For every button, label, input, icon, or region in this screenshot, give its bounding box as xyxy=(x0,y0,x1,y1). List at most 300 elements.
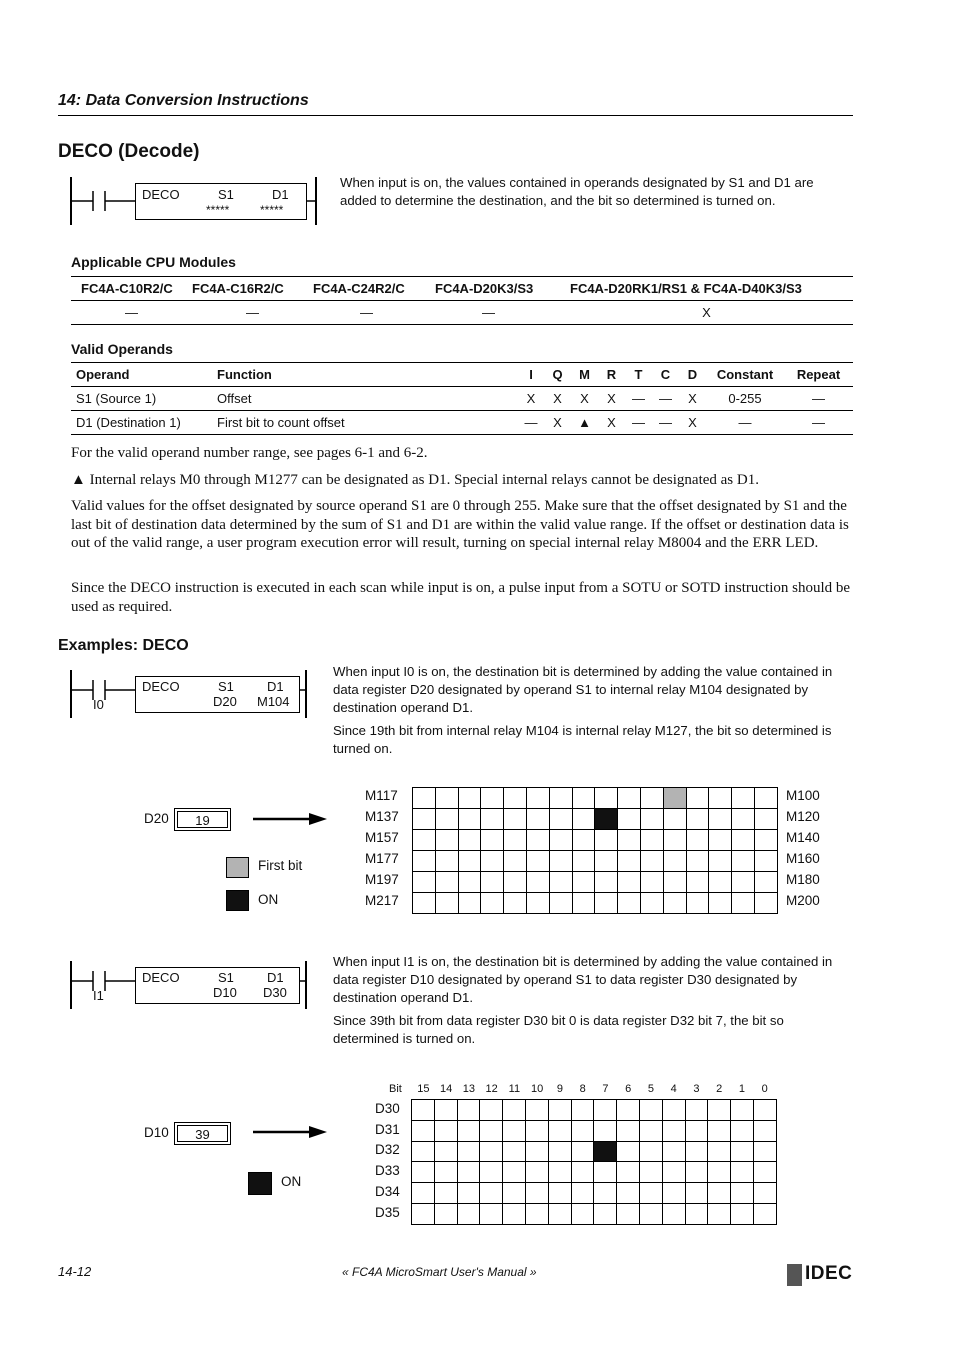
bit-cell xyxy=(754,1162,777,1183)
row-label: M160 xyxy=(786,851,820,866)
instr-name: DECO xyxy=(142,679,180,694)
bit-cell xyxy=(663,1142,686,1163)
bit-cell xyxy=(754,1204,777,1225)
bit-cell xyxy=(481,872,504,893)
symbol-description: When input is on, the values contained in operands designated by S1 and D1 are added to determine the destination, and the bit so determined is turned on. xyxy=(340,175,814,208)
deco-instruction-box xyxy=(135,967,300,1004)
bit-cell xyxy=(527,851,550,872)
example1-description: When input I0 is on, the destination bit is determined by adding the value contained in data register D20 designated by operand S1 to internal relay M104 designated by destination operand D1. xyxy=(333,664,833,715)
bit-cell xyxy=(504,851,527,872)
bit-cell xyxy=(731,1121,754,1142)
cpu-value: X xyxy=(702,305,711,320)
table-row xyxy=(71,387,853,411)
bit-cell xyxy=(664,851,687,872)
d1-label: D1 xyxy=(272,187,289,202)
bit-cell xyxy=(412,1204,435,1225)
bit-cell xyxy=(732,788,755,809)
bit-cell xyxy=(526,1142,549,1163)
bit-grid-d xyxy=(411,1099,777,1225)
bit-cell xyxy=(595,809,618,830)
note-internal-relays: ▲ Internal relays M0 through M1277 can be designated as D1. Special internal relays cannot be designated as D1. xyxy=(71,472,759,488)
register-label: D10 xyxy=(144,1125,169,1140)
bit-cell xyxy=(549,1121,572,1142)
bit-cell xyxy=(641,872,664,893)
s1-value: D20 xyxy=(213,694,237,709)
bit-cell xyxy=(527,872,550,893)
bit-cell xyxy=(436,788,459,809)
bit-cell xyxy=(436,830,459,851)
row-label: M120 xyxy=(786,809,820,824)
bit-cell xyxy=(572,1121,595,1142)
bit-cell xyxy=(412,1183,435,1204)
cpu-header-row xyxy=(71,277,853,301)
bit-cell xyxy=(481,830,504,851)
bit-cell xyxy=(550,788,573,809)
s1-label: S1 xyxy=(218,187,234,202)
bit-cell xyxy=(459,893,482,914)
on-swatch xyxy=(248,1172,272,1195)
bit-cell xyxy=(595,851,618,872)
bit-cell xyxy=(641,893,664,914)
op-col: M xyxy=(579,367,590,382)
bit-number: 10 xyxy=(531,1083,544,1095)
register-box xyxy=(174,808,231,831)
legend-first-bit: First bit xyxy=(258,858,303,873)
bit-cell xyxy=(731,1100,754,1121)
bit-cell xyxy=(480,1142,503,1163)
bit-cell xyxy=(572,1162,595,1183)
bit-cell xyxy=(732,809,755,830)
bit-cell xyxy=(436,809,459,830)
bit-cell xyxy=(594,1162,617,1183)
bit-cell xyxy=(595,893,618,914)
op-col: Repeat xyxy=(796,367,841,382)
cpu-heading: Applicable CPU Modules xyxy=(71,254,236,270)
row-label: D30 xyxy=(375,1101,400,1116)
bit-cell xyxy=(594,1183,617,1204)
bit-cell xyxy=(413,851,436,872)
example2-description: When input I1 is on, the destination bit is determined by adding the value contained in data register D10 designated by operand S1 to data register D30 designated by destination operand D1. xyxy=(333,954,833,1005)
bit-cell xyxy=(755,851,778,872)
bit-cell xyxy=(435,1183,458,1204)
bit-cell xyxy=(687,872,710,893)
bit-cell xyxy=(436,872,459,893)
op-cell: X xyxy=(553,415,562,430)
row-label: D34 xyxy=(375,1184,400,1199)
bit-cell xyxy=(709,893,732,914)
bit-number: 6 xyxy=(625,1083,632,1095)
bit-cell xyxy=(754,1183,777,1204)
op-cell: — xyxy=(632,415,645,430)
cpu-value: — xyxy=(360,305,373,320)
bit-cell xyxy=(573,851,596,872)
cpu-value: — xyxy=(482,305,495,320)
row-label: M200 xyxy=(786,893,820,908)
cpu-col: FC4A-D20RK1/RS1 & FC4A-D40K3/S3 xyxy=(570,281,802,296)
bit-cell xyxy=(732,893,755,914)
bit-cell xyxy=(412,1142,435,1163)
bit-cell xyxy=(617,1162,640,1183)
bit-cell xyxy=(641,830,664,851)
bit-cell xyxy=(527,809,550,830)
bit-cell xyxy=(458,1183,481,1204)
bit-cell xyxy=(595,788,618,809)
bit-cell xyxy=(550,893,573,914)
op-cell: D1 (Destination 1) xyxy=(76,415,181,430)
bit-cell xyxy=(617,1142,640,1163)
bit-cell xyxy=(663,1162,686,1183)
s1-value: ***** xyxy=(206,203,230,217)
bit-cell xyxy=(664,830,687,851)
bit-cell xyxy=(458,1162,481,1183)
bit-cell xyxy=(708,1142,731,1163)
note-pulse-input: Since the DECO instruction is executed in each scan while input is on, a pulse input from a SOTU or SOTD instruction should be used as required. xyxy=(71,580,851,615)
bit-cell xyxy=(435,1142,458,1163)
cpu-col: FC4A-C16R2/C xyxy=(192,281,284,296)
bit-cell xyxy=(641,788,664,809)
bit-cell xyxy=(594,1204,617,1225)
input-label: I0 xyxy=(93,697,104,712)
bit-cell xyxy=(640,1183,663,1204)
bit-cell xyxy=(481,893,504,914)
bit-cell xyxy=(504,788,527,809)
row-label: M157 xyxy=(365,830,399,845)
bit-cell xyxy=(617,1121,640,1142)
bit-cell xyxy=(572,1204,595,1225)
operands-heading: Valid Operands xyxy=(71,341,173,357)
bit-cell xyxy=(617,1204,640,1225)
bit-cell xyxy=(617,1100,640,1121)
bit-cell xyxy=(708,1183,731,1204)
bit-cell xyxy=(480,1121,503,1142)
row-label: M117 xyxy=(365,788,398,803)
bit-cell xyxy=(504,830,527,851)
cpu-value: — xyxy=(125,305,138,320)
bit-cell xyxy=(594,1121,617,1142)
bit-number: 5 xyxy=(647,1083,654,1095)
op-cell: X xyxy=(607,391,616,406)
d1-value: M104 xyxy=(257,694,290,709)
cpu-value-row xyxy=(71,301,853,325)
example1-result: Since 19th bit from internal relay M104 is internal relay M127, the bit so determined is turned on. xyxy=(333,723,832,756)
row-label: D32 xyxy=(375,1142,400,1157)
op-col: Q xyxy=(552,367,563,382)
legend-on: ON xyxy=(258,892,279,907)
bit-cell xyxy=(754,1142,777,1163)
bit-cell xyxy=(686,1183,709,1204)
op-col: R xyxy=(606,367,617,382)
bit-cell xyxy=(459,830,482,851)
register-label: D20 xyxy=(144,811,169,826)
op-col: Operand xyxy=(76,367,130,382)
op-cell: X xyxy=(688,415,697,430)
s1-label: S1 xyxy=(218,679,234,694)
bit-cell xyxy=(709,872,732,893)
bit-cell xyxy=(664,893,687,914)
bit-cell xyxy=(755,872,778,893)
op-cell: X xyxy=(526,391,536,406)
bit-cell xyxy=(413,872,436,893)
bit-cell xyxy=(573,872,596,893)
bit-cell xyxy=(686,1142,709,1163)
bit-cell xyxy=(732,830,755,851)
row-label: M217 xyxy=(365,893,399,908)
bit-cell xyxy=(755,788,778,809)
d1-value: ***** xyxy=(260,203,284,217)
bit-cell xyxy=(663,1183,686,1204)
bit-cell xyxy=(686,1162,709,1183)
chapter-header: 14: Data Conversion Instructions xyxy=(58,92,309,109)
bit-cell xyxy=(686,1100,709,1121)
op-cell: — xyxy=(632,391,645,406)
bit-cell xyxy=(686,1204,709,1225)
bit-cell xyxy=(549,1183,572,1204)
bit-cell xyxy=(480,1204,503,1225)
on-swatch xyxy=(226,890,249,911)
bit-cell xyxy=(618,893,641,914)
bit-cell xyxy=(755,830,778,851)
note-range: For the valid operand number range, see pages 6-1 and 6-2. xyxy=(71,445,428,461)
bit-cell xyxy=(503,1121,526,1142)
bit-cell xyxy=(573,893,596,914)
deco-instruction-box xyxy=(135,183,307,220)
bit-cell xyxy=(481,788,504,809)
bit-cell xyxy=(708,1162,731,1183)
bit-cell xyxy=(640,1142,663,1163)
bit-number: 2 xyxy=(716,1083,723,1095)
op-cell: Offset xyxy=(217,391,252,406)
bit-cell xyxy=(641,809,664,830)
bit-cell xyxy=(731,1142,754,1163)
bit-cell xyxy=(640,1121,663,1142)
cpu-value: — xyxy=(246,305,259,320)
row-label: M140 xyxy=(786,830,820,845)
bit-cell xyxy=(527,830,550,851)
op-cell: — xyxy=(812,391,825,406)
bit-cell xyxy=(526,1162,549,1183)
header-rule xyxy=(58,115,853,116)
row-label: D33 xyxy=(375,1163,400,1178)
row-label: M137 xyxy=(365,809,399,824)
row-label: M100 xyxy=(786,788,820,803)
bit-cell xyxy=(503,1183,526,1204)
bit-cell xyxy=(458,1100,481,1121)
bit-cell xyxy=(550,809,573,830)
bit-cell xyxy=(664,788,687,809)
bit-cell xyxy=(412,1121,435,1142)
bit-cell xyxy=(687,851,710,872)
bit-cell xyxy=(754,1100,777,1121)
cpu-col: FC4A-C10R2/C xyxy=(81,281,173,296)
op-col: Function xyxy=(217,367,272,382)
bit-number: 1 xyxy=(738,1083,745,1095)
bit-cell xyxy=(413,788,436,809)
s1-label: S1 xyxy=(218,970,234,985)
bit-cell xyxy=(504,872,527,893)
bit-cell xyxy=(459,788,482,809)
deco-instruction-box xyxy=(135,676,300,713)
bit-cell xyxy=(526,1204,549,1225)
bit-cell xyxy=(459,851,482,872)
bit-cell xyxy=(459,809,482,830)
page-title: DECO (Decode) xyxy=(58,141,200,162)
bit-cell xyxy=(572,1183,595,1204)
op-cell: — xyxy=(524,415,538,430)
bit-cell xyxy=(708,1121,731,1142)
bit-cell xyxy=(435,1121,458,1142)
instr-name: DECO xyxy=(142,970,180,985)
bit-cell xyxy=(663,1204,686,1225)
examples-heading: Examples: DECO xyxy=(58,637,189,654)
bit-cell xyxy=(663,1100,686,1121)
bit-cell xyxy=(687,893,710,914)
bit-cell xyxy=(686,1121,709,1142)
bit-cell xyxy=(458,1121,481,1142)
bit-cell xyxy=(709,830,732,851)
op-cell: X xyxy=(580,391,589,406)
bit-number: 15 xyxy=(417,1083,430,1095)
cpu-col: FC4A-C24R2/C xyxy=(313,281,405,296)
bit-cell xyxy=(618,851,641,872)
bit-cell xyxy=(732,851,755,872)
bit-cell xyxy=(527,788,550,809)
cpu-col: FC4A-D20K3/S3 xyxy=(435,281,534,296)
row-label: M180 xyxy=(786,872,820,887)
bit-cell xyxy=(480,1100,503,1121)
bit-cell xyxy=(549,1204,572,1225)
op-cell: — xyxy=(738,415,752,430)
bit-number: 0 xyxy=(761,1083,768,1095)
bit-cell xyxy=(458,1204,481,1225)
bit-cell xyxy=(549,1100,572,1121)
bit-cell xyxy=(594,1100,617,1121)
bit-cell xyxy=(481,851,504,872)
note-valid-values: Valid values for the offset designated by source operand S1 are 0 through 255. Make sure that the offset designated by S1 and the last bit of destination data determined by the sum of S1 and D1 are within the valid value range. If the offset or destination data is out of the valid range, a user program execution error will result, turning on special internal relay M8004 and the ERR LED. xyxy=(71,498,849,551)
bit-cell xyxy=(572,1142,595,1163)
bit-cell xyxy=(618,788,641,809)
bit-number: 11 xyxy=(508,1083,521,1095)
bit-cell xyxy=(504,809,527,830)
bit-cell xyxy=(527,893,550,914)
op-cell: First bit to count offset xyxy=(217,415,345,430)
bit-cell xyxy=(550,830,573,851)
cpu-table xyxy=(71,276,853,325)
bit-cell xyxy=(709,788,732,809)
op-cell: 0-255 xyxy=(728,391,762,406)
bit-cell xyxy=(641,851,664,872)
bit-cell xyxy=(731,1183,754,1204)
bit-cell xyxy=(754,1121,777,1142)
bit-cell xyxy=(413,893,436,914)
logo-text: IDEC xyxy=(805,1263,853,1284)
op-cell: ▲ xyxy=(578,415,591,430)
bit-numbers xyxy=(412,1083,776,1095)
bit-cell xyxy=(549,1162,572,1183)
s1-value: D10 xyxy=(213,985,237,1000)
bit-cell xyxy=(412,1100,435,1121)
bit-cell xyxy=(459,872,482,893)
bit-cell xyxy=(503,1162,526,1183)
first-bit-swatch xyxy=(226,857,249,878)
bit-cell xyxy=(731,1204,754,1225)
bit-cell xyxy=(640,1162,663,1183)
bit-cell xyxy=(755,893,778,914)
bit-cell xyxy=(618,809,641,830)
bit-cell xyxy=(573,809,596,830)
row-label: M197 xyxy=(365,872,399,887)
idec-logo xyxy=(787,1263,853,1287)
bit-cell xyxy=(664,809,687,830)
input-label: I1 xyxy=(93,988,104,1003)
bit-cell xyxy=(550,872,573,893)
bit-cell xyxy=(550,851,573,872)
bit-cell xyxy=(412,1162,435,1183)
bit-cell xyxy=(526,1100,549,1121)
bit-cell xyxy=(458,1142,481,1163)
bit-cell xyxy=(709,851,732,872)
bit-number: 14 xyxy=(440,1083,453,1095)
bit-cell xyxy=(731,1162,754,1183)
bit-cell xyxy=(526,1183,549,1204)
op-cell: X xyxy=(553,391,562,406)
d1-value: D30 xyxy=(263,985,287,1000)
arrow-icon xyxy=(253,1125,328,1139)
op-cell: — xyxy=(812,415,825,430)
bit-cell xyxy=(436,893,459,914)
instr-name: DECO xyxy=(142,187,180,202)
op-col: T xyxy=(634,367,643,382)
bit-cell xyxy=(480,1183,503,1204)
bit-cell xyxy=(573,830,596,851)
bit-number: 4 xyxy=(670,1083,677,1095)
op-cell: — xyxy=(659,415,672,430)
row-label: D31 xyxy=(375,1122,400,1137)
bit-cell xyxy=(708,1204,731,1225)
bit-cell xyxy=(755,809,778,830)
bit-cell xyxy=(687,830,710,851)
bit-cell xyxy=(549,1142,572,1163)
bit-number: 7 xyxy=(602,1083,609,1095)
bit-cell xyxy=(435,1162,458,1183)
bit-cell xyxy=(732,872,755,893)
bit-number: 3 xyxy=(693,1083,700,1095)
op-col: D xyxy=(687,367,698,382)
bit-cell xyxy=(664,872,687,893)
bit-cell xyxy=(503,1142,526,1163)
operands-table xyxy=(71,362,853,435)
bit-cell xyxy=(503,1204,526,1225)
bit-cell xyxy=(481,809,504,830)
bit-cell xyxy=(640,1100,663,1121)
bit-cell xyxy=(435,1100,458,1121)
register-box xyxy=(174,1122,231,1145)
bit-cell xyxy=(526,1121,549,1142)
bit-cell xyxy=(573,788,596,809)
bit-cell xyxy=(503,1100,526,1121)
bit-cell xyxy=(572,1100,595,1121)
bit-number: 8 xyxy=(579,1083,586,1095)
op-cell: X xyxy=(607,415,616,430)
bit-cell xyxy=(640,1204,663,1225)
op-col: C xyxy=(660,367,671,382)
bit-cell xyxy=(617,1183,640,1204)
bit-number: 13 xyxy=(462,1083,475,1095)
bit-number: 12 xyxy=(485,1083,498,1095)
bit-cell xyxy=(618,830,641,851)
bit-axis-label: Bit xyxy=(389,1083,402,1095)
bit-cell xyxy=(595,872,618,893)
example2-result: Since 39th bit from data register D30 bit 0 is data register D32 bit 7, the bit so determined is turned on. xyxy=(333,1013,784,1046)
